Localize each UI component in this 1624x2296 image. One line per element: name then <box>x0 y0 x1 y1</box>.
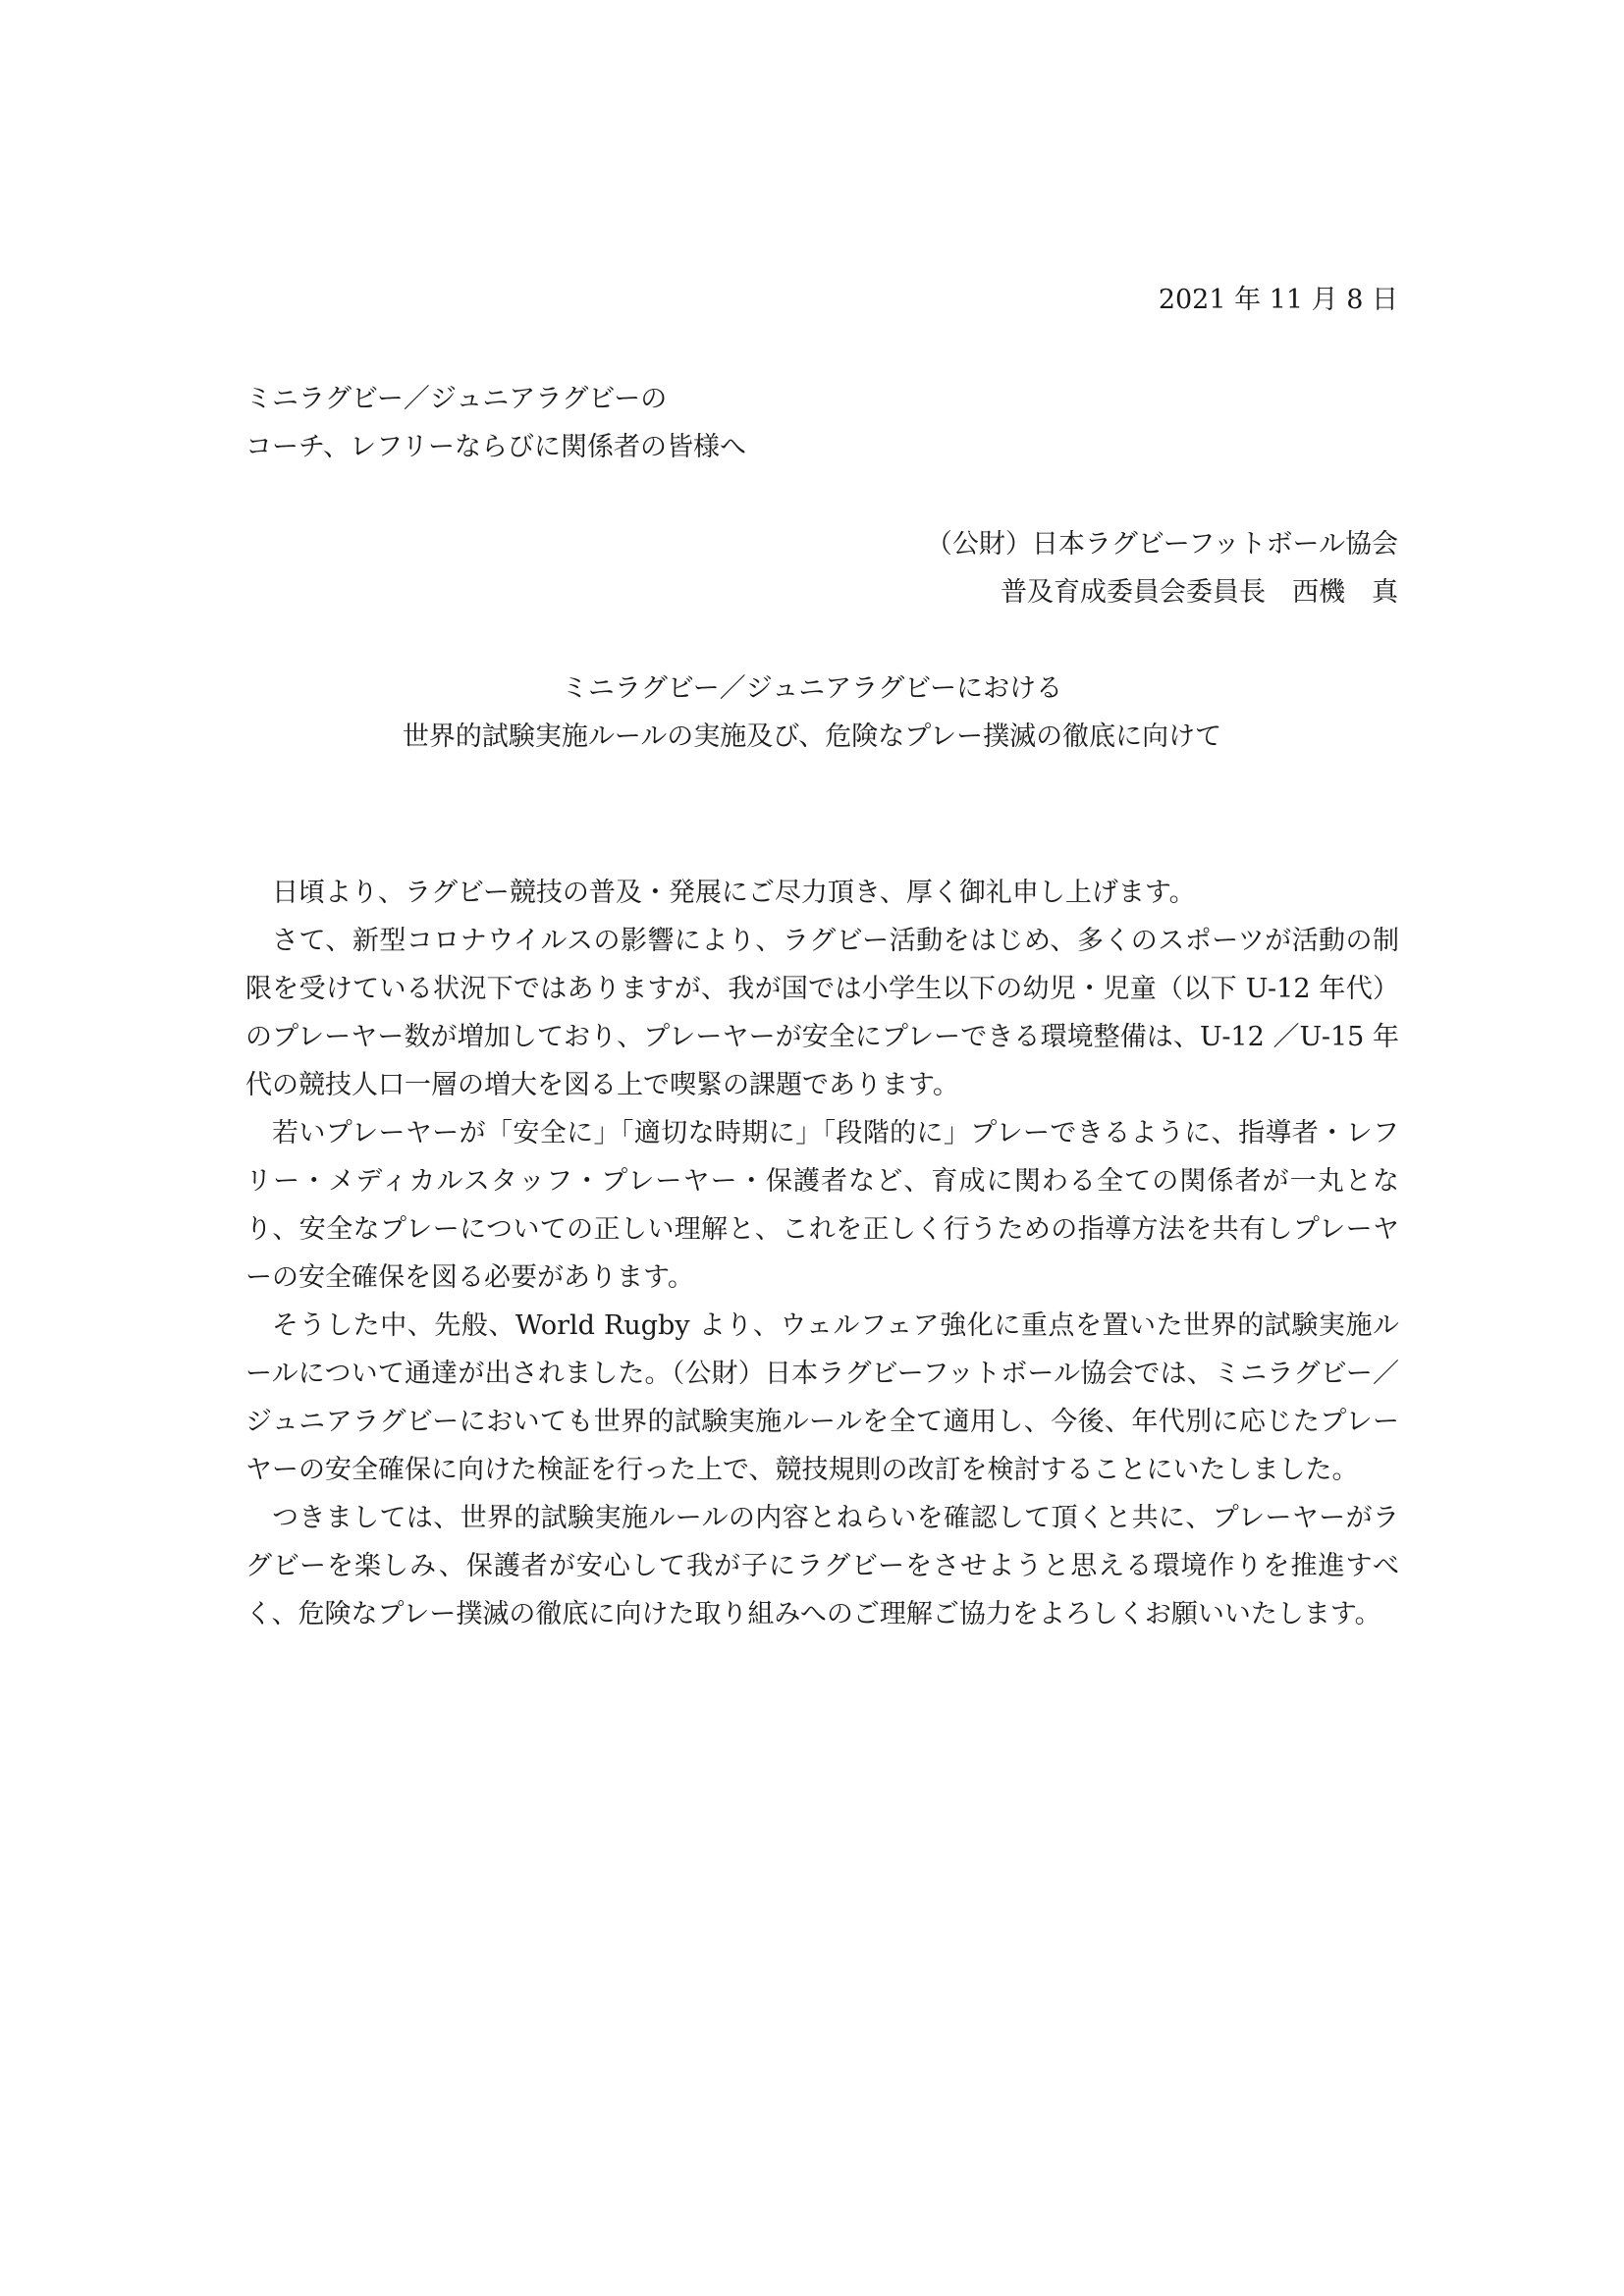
subject-line: 世界的試験実施ルールの実施及び、危険なプレー撲滅の徹底に向けて <box>402 721 1222 752</box>
body-paragraph: つきましては、世界的試験実施ルールの内容とねらいを確認して頂くと共に、プレーヤーがラグビーを楽しみ、保護者が安心して我が子にラグビーをさせようと思える環境作りを推進すべく、危険なプレー撲滅の徹底に向けた取り組みへのご理解ご協力をよろしくお願いいたします。 <box>245 1503 1399 1629</box>
body-paragraph: 若いプレーヤーが「安全に」「適切な時期に」「段階的に」プレーできるように、指導者・レフリー・メディカルスタッフ・プレーヤー・保護者など、育成に関わる全ての関係者が一丸となり、安全なプレーについての正しい理解と、これを正しく行うための指導方法を共有しプレーヤーの安全確保を図る必要があります。 <box>245 1118 1399 1293</box>
body-paragraph: さて、新型コロナウイルスの影響により、ラグビー活動をはじめ、多くのスポーツが活動の制限を受けている状況下ではありますが、我が国では小学生以下の幼児・児童（以下 U-12 年代）のプレーヤー数が増加しており、プレーヤーが安全にプレーできる環境整備は、U-12 ／U-15 年代の競技人口一層の増大を図る上で喫緊の課題であります。 <box>245 926 1399 1100</box>
document-date: 2021 年 11 月 8 日 <box>1158 285 1398 315</box>
document-subject <box>0 665 1624 761</box>
subject-line: ミニラグビー／ジュニアラグビーにおける <box>561 673 1063 704</box>
sender-organization: （公財）日本ラグビーフットボール協会 <box>925 529 1398 560</box>
addressee-line: コーチ、レフリーならびに関係者の皆様へ <box>245 432 747 462</box>
document-body <box>245 869 1399 1638</box>
addressee-line: ミニラグビー／ジュニアラグビーの <box>245 384 668 414</box>
addressee-block <box>245 375 746 471</box>
sender-title-name: 普及育成委員会委員長 西機 真 <box>1001 577 1398 608</box>
body-paragraph: 日頃より、ラグビー競技の普及・発展にご尽力頂き、厚く御礼申し上げます。 <box>272 878 1196 908</box>
body-paragraph: そうした中、先般、World Rugby より、ウェルフェア強化に重点を置いた世界的試験実施ルールについて通達が出されました。（公財）日本ラグビーフットボール協会では、ミニラグビー／ジュニアラグビーにおいても世界的試験実施ルールを全て適用し、今後、年代別に応じたプレーヤーの安全確保に向けた検証を行った上で、競技規則の改訂を検討することにいたしました。 <box>245 1310 1399 1485</box>
sender-block <box>926 520 1398 616</box>
